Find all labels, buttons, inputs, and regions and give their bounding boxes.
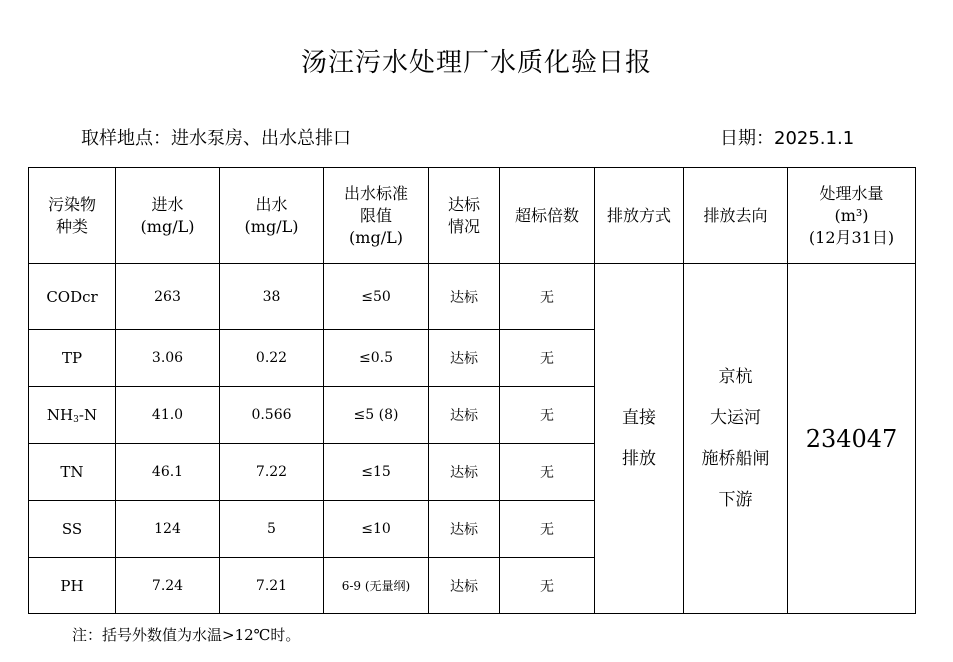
row-exceed: 无: [500, 444, 595, 501]
row-status: 达标: [429, 558, 500, 614]
row-influent: 41.0: [116, 387, 220, 444]
header-volume: 处理水量 (m³) (12月31日): [788, 168, 916, 264]
row-influent: 3.06: [116, 330, 220, 387]
row-status: 达标: [429, 330, 500, 387]
row-influent: 46.1: [116, 444, 220, 501]
footnote: 注：括号外数值为水温>12℃时。: [72, 626, 301, 644]
header-method: 排放方式: [595, 168, 684, 264]
table-row: [29, 264, 916, 330]
header-pollutant: 污染物 种类: [29, 168, 116, 264]
row-name: TN: [29, 444, 116, 501]
row-exceed: 无: [500, 264, 595, 330]
row-exceed: 无: [500, 330, 595, 387]
header-effluent: 出水 (mg/L): [220, 168, 324, 264]
row-effluent: 7.22: [220, 444, 324, 501]
water-quality-table: [28, 167, 916, 614]
discharge-method: 直接 排放: [595, 264, 684, 614]
row-status: 达标: [429, 387, 500, 444]
row-standard: ≤10: [324, 501, 429, 558]
row-standard: 6-9 (无量纲): [324, 558, 429, 614]
row-effluent: 0.22: [220, 330, 324, 387]
row-exceed: 无: [500, 558, 595, 614]
row-name: TP: [29, 330, 116, 387]
row-status: 达标: [429, 264, 500, 330]
row-exceed: 无: [500, 501, 595, 558]
report-title: 汤汪污水处理厂水质化验日报: [300, 48, 652, 78]
header-destination: 排放去向: [684, 168, 788, 264]
row-exceed: 无: [500, 387, 595, 444]
treated-volume: 234047: [788, 264, 916, 614]
row-status: 达标: [429, 444, 500, 501]
row-status: 达标: [429, 501, 500, 558]
row-name: SS: [29, 501, 116, 558]
row-standard: ≤15: [324, 444, 429, 501]
row-influent: 7.24: [116, 558, 220, 614]
row-influent: 124: [116, 501, 220, 558]
row-effluent: 38: [220, 264, 324, 330]
row-effluent: 0.566: [220, 387, 324, 444]
row-effluent: 7.21: [220, 558, 324, 614]
header-influent: 进水 (mg/L): [116, 168, 220, 264]
row-standard: ≤50: [324, 264, 429, 330]
discharge-destination: 京杭 大运河 施桥船闸 下游: [684, 264, 788, 614]
report-date: 日期：2025.1.1: [720, 128, 855, 149]
header-standard: 出水标准 限值 (mg/L): [324, 168, 429, 264]
row-name: PH: [29, 558, 116, 614]
header-exceed: 超标倍数: [500, 168, 595, 264]
row-effluent: 5: [220, 501, 324, 558]
header-compliance: 达标 情况: [429, 168, 500, 264]
row-standard: ≤0.5: [324, 330, 429, 387]
sampling-location: 取样地点：进水泵房、出水总排口: [81, 128, 351, 149]
row-standard: ≤5 (8): [324, 387, 429, 444]
table-header-row: [29, 168, 916, 264]
row-name: $NH_3-N$: [29, 387, 116, 444]
row-name: CODcr: [29, 264, 116, 330]
row-influent: 263: [116, 264, 220, 330]
